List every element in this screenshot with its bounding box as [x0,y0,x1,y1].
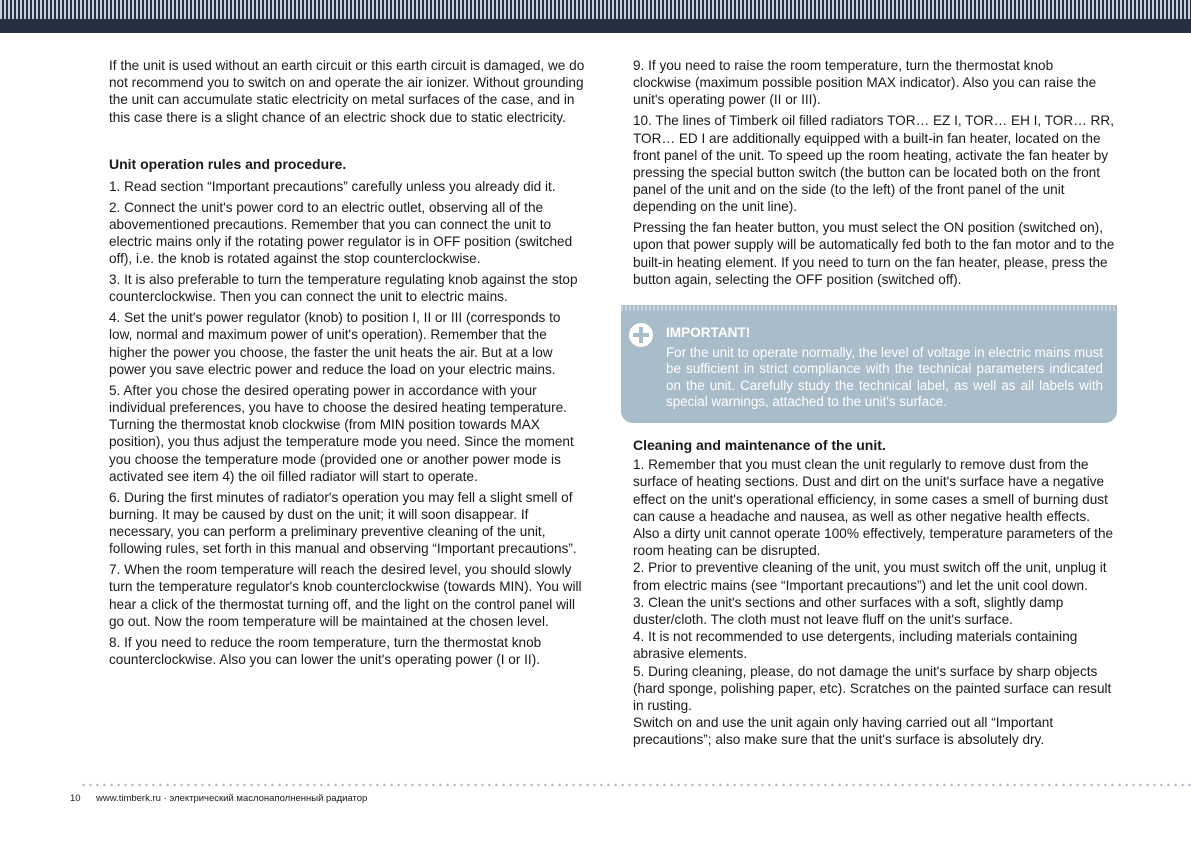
list-item: 9. If you need to raise the room temperature, turn the thermostat knob clockwise (maximum possible position MAX indicator). Also you can raise the unit's operating power (II or III). [633,58,1097,108]
header-stripes [0,0,1191,19]
footer-text: www.timberk.ru · электрический маслонаполненный радиатор [96,793,368,804]
list-item: 6. During the first minutes of radiator's operation you may fell a slight smell of burning. It may be caused by dust on the unit; it will soon disappear. If necessary, you can perform a preliminary preventive cleaning of the unit, following rules, set forth in this manual and observing “Important precautions”. [109,489,577,557]
notice-body: For the unit to operate normally, the level of voltage in electric mains must be sufficient in strict compliance with the technical parameters indicated on the unit. Carefully study the technical label, as well as all labels with special warnings, attached to the unit's surface. [666,345,1103,410]
list-item: 3. It is also preferable to turn the temperature regulating knob against the stop counterclockwise. Then you can connect the unit to electric mains. [109,272,578,305]
page-footer [70,793,367,804]
left-column [109,57,587,672]
list-item: 5. After you chose the desired operating power in accordance with your individual preferences, you have to choose the desired heating temperature. Turning the thermostat knob clockwise (from MIN position towards MAX position), you thus adjust the temperature mode you need. Since the moment you choose the temperature mode (provided one or another power mode is activated see item 4) the oil filled radiator will start to operate. [109,382,574,484]
list-item: 7. When the room temperature will reach the desired level, you should slowly turn the temperature regulator's knob counterclockwise (towards MIN). You will hear a click of the thermostat turning off, and the light on the control panel will go out. Now the room temperature will be maintained at the chosen level. [109,562,582,629]
operation-heading: Unit operation rules and procedure. [109,155,347,172]
list-item: 8. If you need to reduce the room temperature, turn the thermostat knob counterclockwise. Also you can lower the unit's operating power (I or II). [109,634,542,667]
list-item: 10. The lines of Timberk oil filled radiators TOR… EZ I, TOR… EH I, TOR… RR, TOR… ED I are additionally equipped with a built-in fan heater, located on the front panel of the unit. To speed up the room heating, activate the fan heater by pressing the special button switch (the button can be located both on the front panel of the unit and on the side (to the left) of the front panel of the unit depending on the unit line). [633,113,1114,215]
footer-divider [80,783,1191,787]
plus-circle-icon [628,322,654,348]
list-item: 2. Prior to preventive cleaning of the unit, you must switch off the unit, unplug it from electric mains (see “Important precautions”) and let the unit cool down. [633,560,1107,593]
header-band [0,0,1191,33]
list-item: Pressing the fan heater button, you must select the ON position (switched on), upon that power supply will be automatically fed both to the fan motor and to the built-in heating element. If you need to turn on the fan heater, please, press the button again, selecting the OFF position (switched off). [633,220,1115,287]
list-item: Switch on and use the unit again only having carried out all “Important precautions”; also make sure that the unit's surface is absolutely dry. [633,715,1054,748]
list-item: 4. It is not recommended to use detergents, including materials containing abrasive elements. [633,629,1078,662]
list-item: 1. Remember that you must clean the unit regularly to remove dust from the surface of heating sections. Dust and dirt on the unit's surface have a negative effect on the unit's operational efficiency, in some cases a smell of burning dust can cause a headache and nausea, as well as other negative health effects. Also a dirty unit cannot operate 100% effectively, temperature parameters of the room heating can be disrupted. [633,457,1114,559]
list-item: 4. Set the unit's power regulator (knob) to position I, II or III (corresponds to low, normal and maximum power of unit's operation). Remember that the higher the power you choose, the faster the unit heats the air. But at a low power you save electric power and reduce the load on your electric mains. [109,310,561,377]
cleaning-heading: Cleaning and maintenance of the unit. [633,437,886,454]
list-item: 5. During cleaning, please, do not damage the unit's surface by sharp objects (hard sponge, polishing paper, etc). Scratches on the painted surface can result in rusting. [633,663,1112,714]
list-item: 3. Clean the unit's sections and other surfaces with a soft, slightly damp duster/cloth. The cloth must not leave fluff on the unit's surface. [633,594,1064,628]
notice-stripe [621,305,1117,311]
page-number: 10 [70,793,81,804]
intro-paragraph: If the unit is used without an earth circuit or this earth circuit is damaged, we do not recommend you to switch on and operate the air ionizer. Without grounding the unit can accumulate static electricity on metal surfaces of the case, and in this case there is a slight chance of an electric shock due to static electricity. [109,58,585,125]
notice-title: IMPORTANT! [666,325,751,341]
list-item: 1. Read section “Important precautions” carefully unless you already did it. [109,178,556,194]
list-item: 2. Connect the unit's power cord to an electric outlet, observing all of the abovementioned precautions. Remember that you can connect the unit to electric mains only if the rotating power regulator is in OFF position (switched off), i.e. the knob is rotated against the stop counterclockwise. [109,199,573,267]
important-notice [621,305,1117,423]
right-column [633,57,1115,749]
